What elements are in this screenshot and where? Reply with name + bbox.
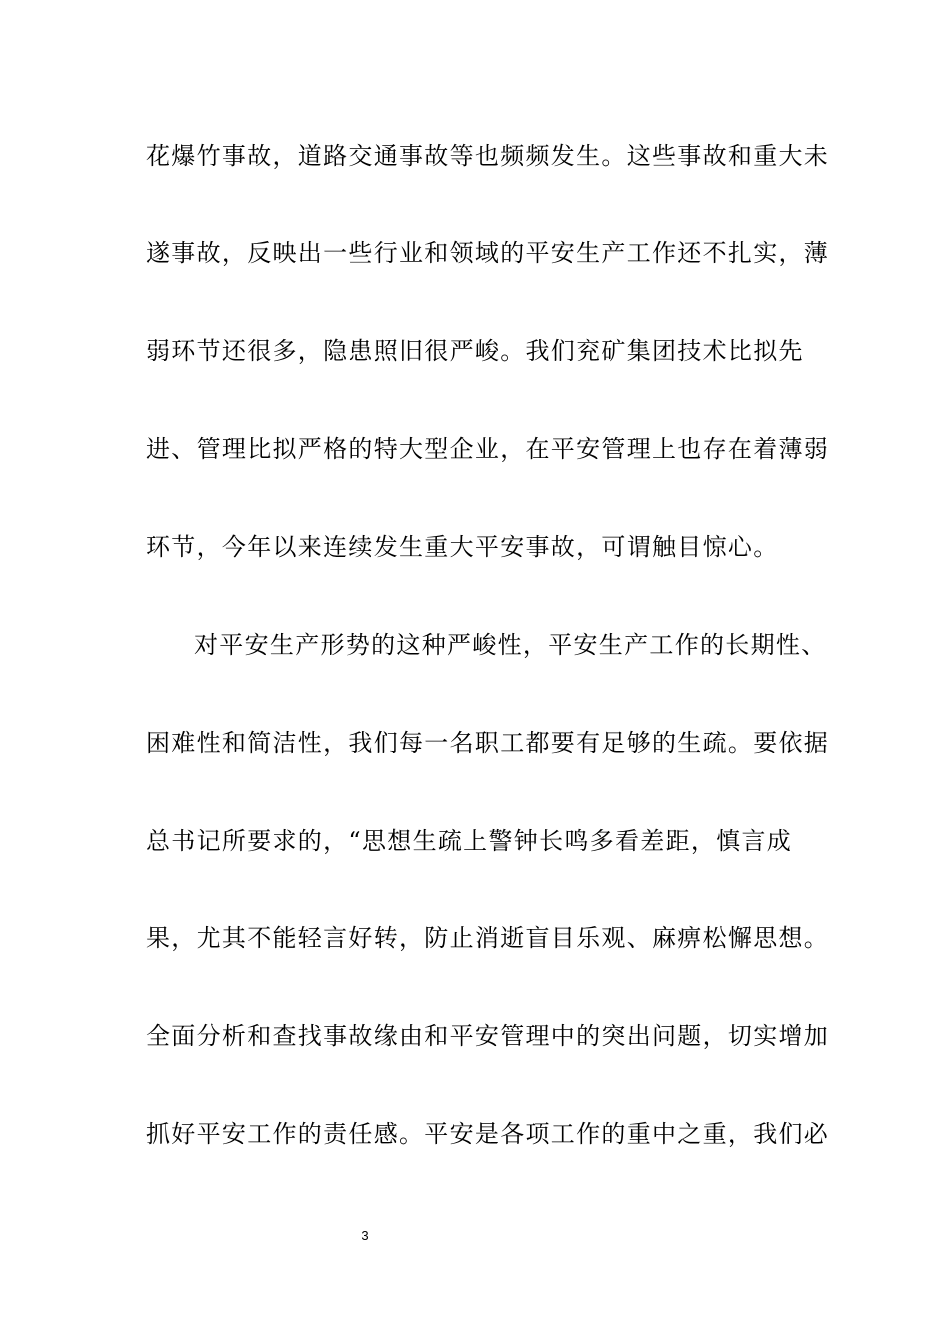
text-line-10: 全面分析和查找事故缘由和平安管理中的突出问题，切实增加	[146, 1022, 830, 1050]
text-line-7: 困难性和简洁性，我们每一名职工都要有足够的生疏。要依据	[146, 729, 830, 757]
text-line-2: 遂事故，反映出一些行业和领域的平安生产工作还不扎实，薄	[146, 239, 830, 267]
text-line-8: 总书记所要求的，“思想生疏上警钟长鸣多看差距，慎言成	[146, 827, 793, 855]
text-line-3: 弱环节还很多，隐患照旧很严峻。我们兖矿集团技术比拟先	[146, 337, 804, 365]
text-line-4: 进、管理比拟严格的特大型企业，在平安管理上也存在着薄弱	[146, 435, 830, 463]
text-line-6: 对平安生产形势的这种严峻性，平安生产工作的长期性、	[194, 631, 827, 659]
page-number: 3	[361, 1228, 369, 1243]
text-line-1: 花爆竹事故，道路交通事故等也频频发生。这些事故和重大未	[146, 142, 830, 170]
text-line-11: 抓好平安工作的责任感。平安是各项工作的重中之重，我们必	[146, 1120, 830, 1148]
text-line-9: 果，尤其不能轻言好转，防止消逝盲目乐观、麻痹松懈思想。	[146, 924, 830, 952]
text-line-5: 环节，今年以来连续发生重大平安事故，可谓触目惊心。	[146, 533, 779, 561]
